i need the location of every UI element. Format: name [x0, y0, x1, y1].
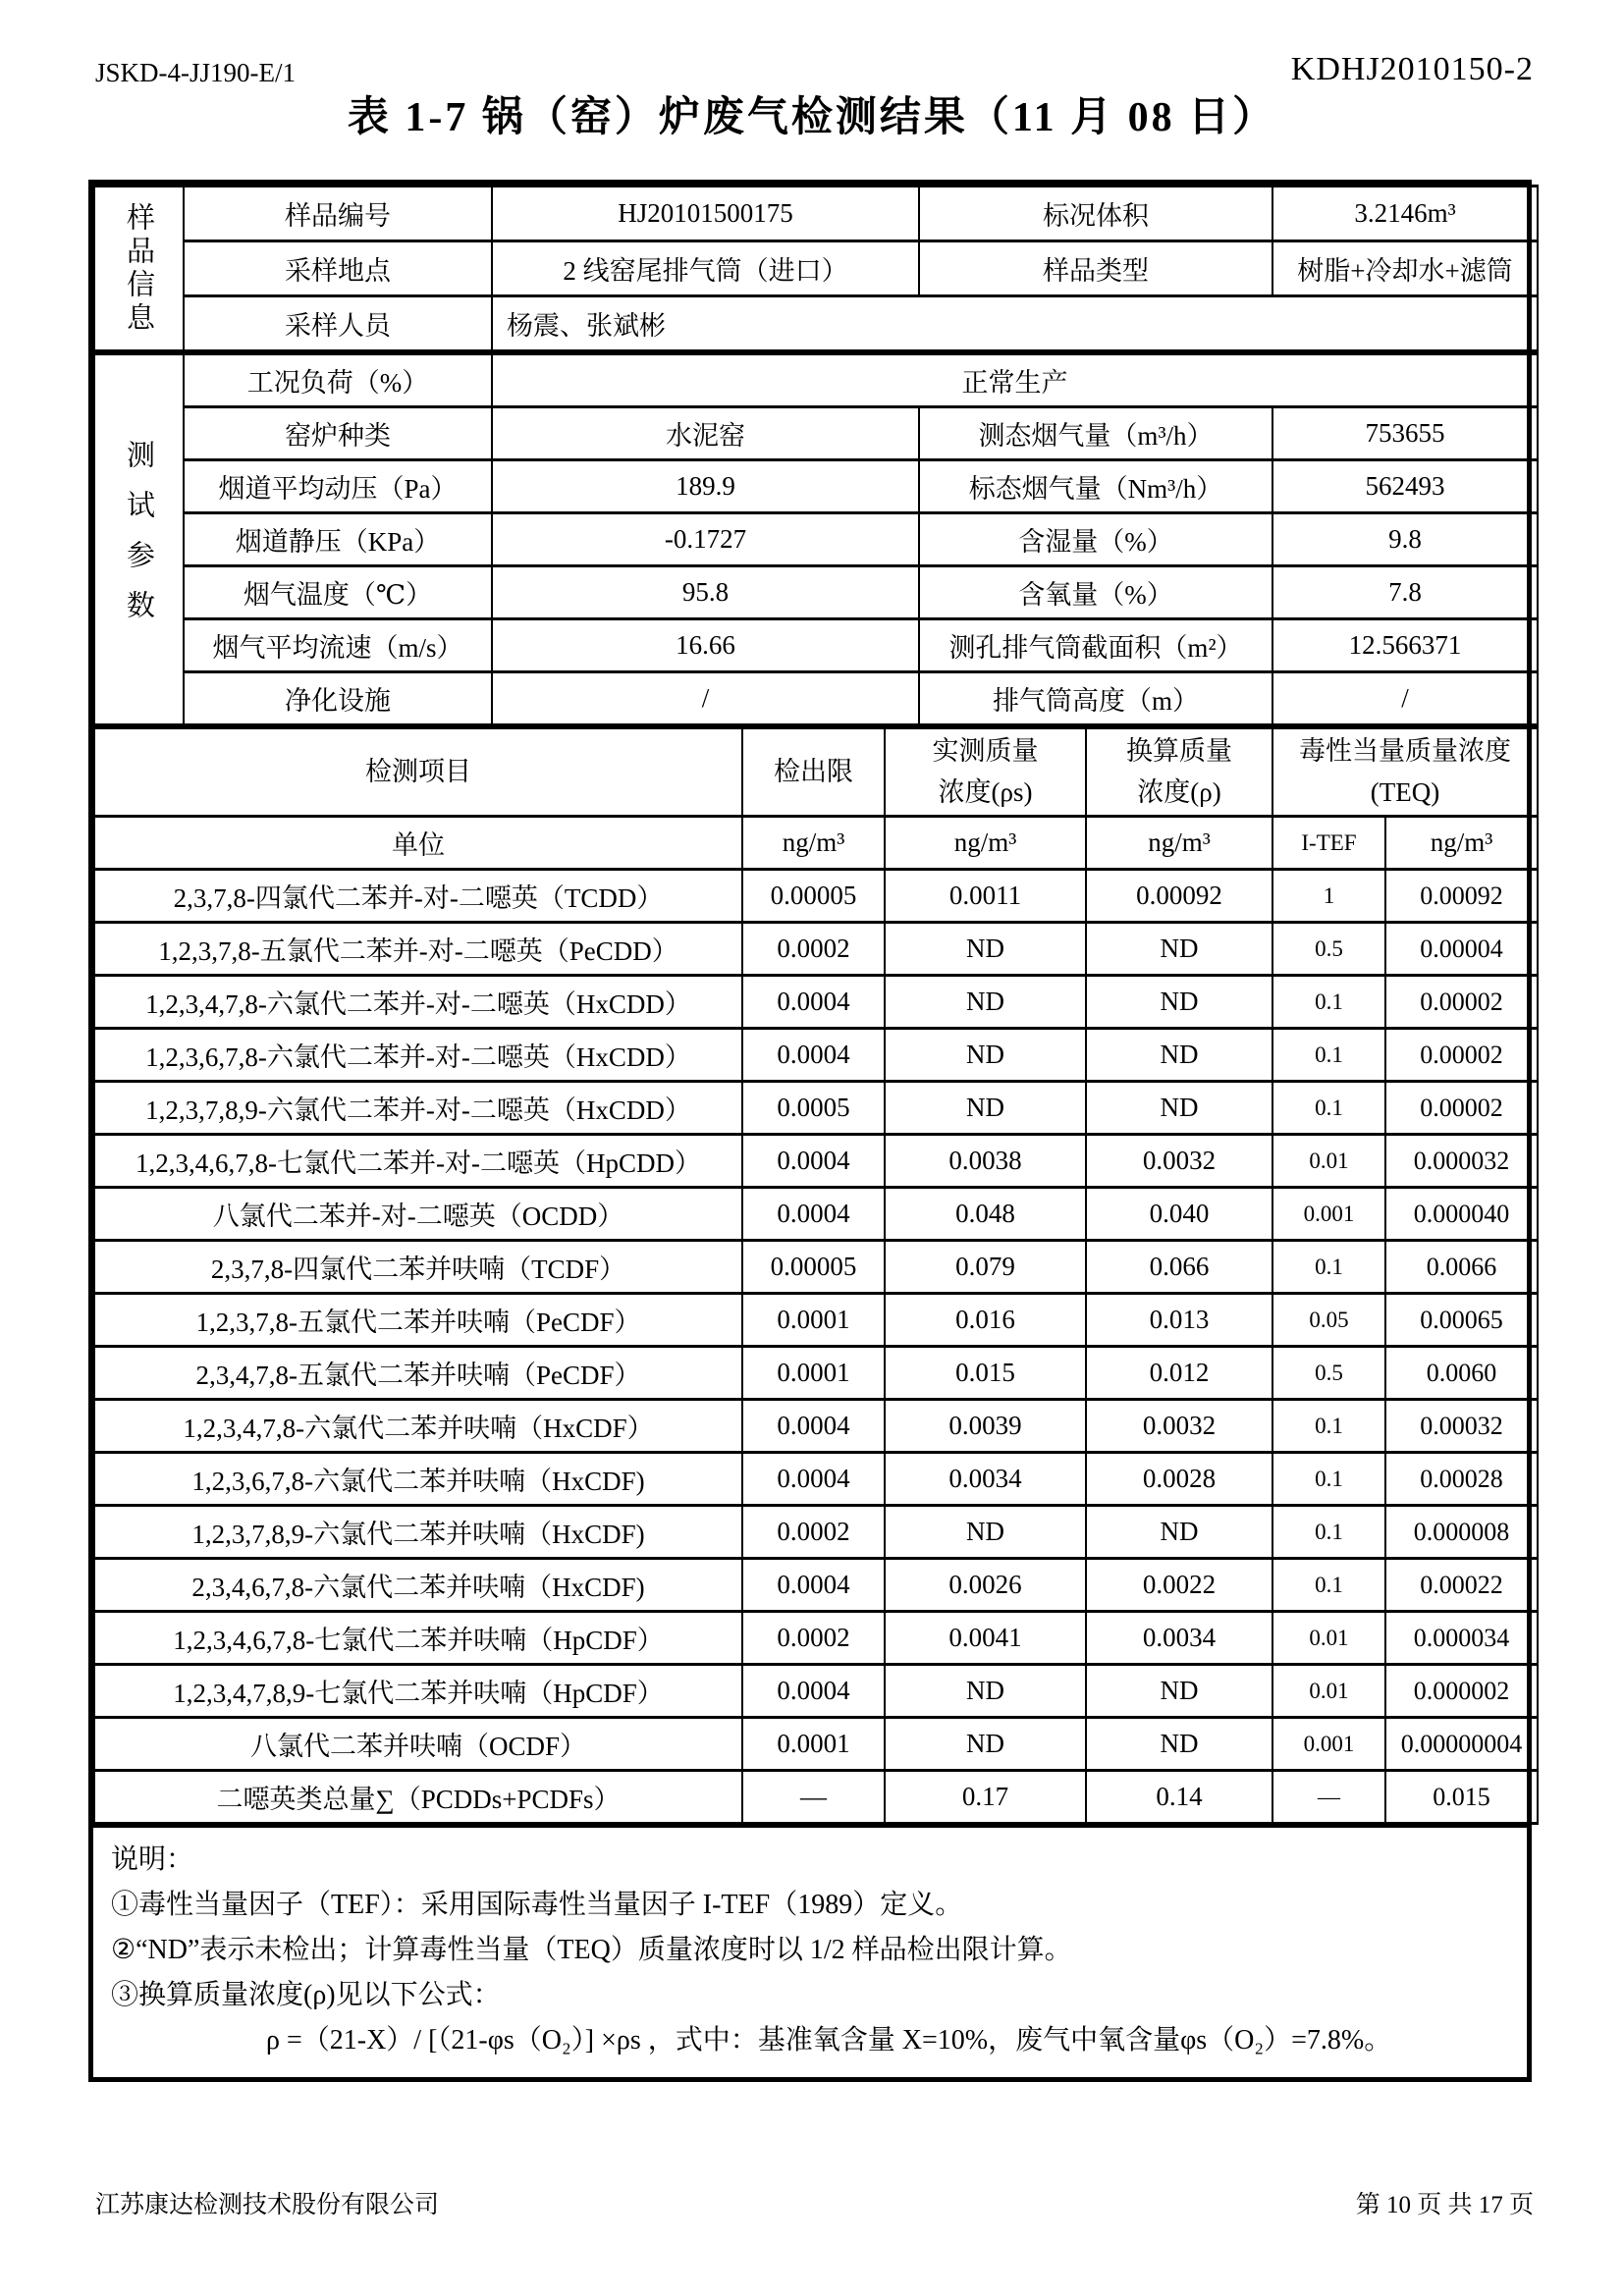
result-cell: ND: [885, 1718, 1086, 1771]
document-footer: [95, 2185, 1534, 2220]
result-cell: 0.01: [1272, 1135, 1385, 1188]
doc-code-left: JSKD-4-JJ190-E/1: [95, 58, 297, 87]
notes-title: 说明：: [111, 1844, 194, 1875]
result-cell: 0.00005: [742, 1241, 885, 1294]
result-cell: ND: [885, 976, 1086, 1029]
converted-line2: 浓度(ρ): [1137, 776, 1221, 807]
col-header-item: 检测项目: [94, 728, 742, 817]
result-cell: 0.00002: [1385, 1082, 1538, 1135]
param-cell: /: [1272, 672, 1538, 725]
param-cell: 净化设施: [184, 672, 492, 725]
company-name: 江苏康达检测技术股份有限公司: [95, 2192, 440, 2218]
result-cell: 0.0022: [1086, 1559, 1272, 1612]
result-row: [94, 1771, 1538, 1824]
result-cell: 0.0002: [742, 1612, 885, 1665]
result-row: [94, 1718, 1538, 1771]
result-cell: 0.0004: [742, 1400, 885, 1453]
result-cell: 0.0028: [1086, 1453, 1272, 1506]
sample-info-table: [93, 185, 1539, 352]
result-cell: 0.0004: [742, 976, 885, 1029]
result-cell: 0.000032: [1385, 1135, 1538, 1188]
result-cell: 0.001: [1272, 1718, 1385, 1771]
location-label: 采样地点: [184, 241, 492, 296]
result-cell: 0.14: [1086, 1771, 1272, 1824]
result-row: [94, 1029, 1538, 1082]
sample-no-label: 样品编号: [184, 187, 492, 241]
result-cell: 0.0004: [742, 1453, 885, 1506]
result-cell: 0.0004: [742, 1665, 885, 1718]
result-cell: 0.00065: [1385, 1294, 1538, 1347]
param-cell: 窑炉种类: [184, 407, 492, 460]
result-cell: 0.00002: [1385, 976, 1538, 1029]
result-cell: 0.013: [1086, 1294, 1272, 1347]
conversion-formula: ρ =（21-X）/ [（21-φs（O₂）] ×ρs ，式中：基准氧含量 X=10%，废气中氧含量φs（O₂）=7.8%。: [266, 2025, 1392, 2056]
sample-type-label: 样品类型: [919, 241, 1272, 296]
param-cell: 含氧量（%）: [919, 566, 1272, 619]
param-cell: 16.66: [492, 619, 919, 672]
result-cell: 0.0001: [742, 1718, 885, 1771]
converted-line1: 换算质量: [1126, 735, 1232, 766]
result-cell: ND: [1086, 1082, 1272, 1135]
result-cell: 0.0002: [742, 1506, 885, 1559]
results-table: [93, 726, 1539, 1825]
result-cell: 0.040: [1086, 1188, 1272, 1241]
result-cell: 0.000002: [1385, 1665, 1538, 1718]
unit-teq: ng/m³: [1385, 817, 1538, 870]
result-cell: 0.0004: [742, 1029, 885, 1082]
result-cell: 0.066: [1086, 1241, 1272, 1294]
param-cell: 95.8: [492, 566, 919, 619]
result-cell: 0.0041: [885, 1612, 1086, 1665]
result-cell: 0.0001: [742, 1294, 885, 1347]
result-cell: 0.00028: [1385, 1453, 1538, 1506]
result-cell: 1,2,3,4,7,8,9-七氯代二苯并呋喃（HpCDF）: [94, 1665, 742, 1718]
document-header: [95, 51, 1534, 88]
param-cell: 标态烟气量（Nm³/h）: [919, 460, 1272, 513]
result-cell: 0.1: [1272, 1400, 1385, 1453]
result-cell: —: [742, 1771, 885, 1824]
section-label-sample-info: 样品信息: [94, 187, 184, 351]
note-item-3: ③换算质量浓度(ρ)见以下公式：: [111, 1980, 501, 2010]
unit-itef: I-TEF: [1272, 817, 1385, 870]
param-cell: 烟道平均动压（Pa）: [184, 460, 492, 513]
section-label-test-params: 测试参数: [94, 354, 184, 725]
result-cell: 1,2,3,6,7,8-六氯代二苯并呋喃（HxCDF): [94, 1453, 742, 1506]
page-number: 第 10 页 共 17 页: [1355, 2192, 1534, 2218]
results-header-row: [94, 728, 1538, 817]
table-row: [94, 354, 1538, 407]
result-row: [94, 1347, 1538, 1400]
result-cell: 0.012: [1086, 1347, 1272, 1400]
table-row: [94, 187, 1538, 241]
result-row: [94, 1612, 1538, 1665]
result-cell: 0.000008: [1385, 1506, 1538, 1559]
param-cell: 烟气平均流速（m/s）: [184, 619, 492, 672]
result-cell: 0.01: [1272, 1612, 1385, 1665]
param-cell: 烟道静压（KPa）: [184, 513, 492, 566]
result-cell: ND: [885, 1082, 1086, 1135]
result-cell: 0.016: [885, 1294, 1086, 1347]
result-cell: 1,2,3,4,7,8-六氯代二苯并呋喃（HxCDF）: [94, 1400, 742, 1453]
param-cell: 测态烟气量（m³/h）: [919, 407, 1272, 460]
param-row: [94, 566, 1538, 619]
sample-no-value: HJ20101500175: [492, 187, 919, 241]
param-cell: 189.9: [492, 460, 919, 513]
result-cell: 0.0032: [1086, 1135, 1272, 1188]
result-cell: 0.1: [1272, 1241, 1385, 1294]
result-cell: 0.0005: [742, 1082, 885, 1135]
report-table: [88, 180, 1532, 2082]
result-cell: ND: [885, 1506, 1086, 1559]
col-header-measured: [885, 728, 1086, 817]
load-label: 工况负荷（%）: [184, 354, 492, 407]
result-cell: 0.1: [1272, 1029, 1385, 1082]
param-cell: 烟气温度（℃）: [184, 566, 492, 619]
result-row: [94, 923, 1538, 976]
result-cell: 1,2,3,7,8-五氯代二苯并-对-二噁英（PeCDD）: [94, 923, 742, 976]
col-header-detection-limit: 检出限: [742, 728, 885, 817]
result-cell: 0.1: [1272, 1082, 1385, 1135]
table-row: [94, 296, 1538, 351]
result-row: [94, 1453, 1538, 1506]
result-cell: 0.00032: [1385, 1400, 1538, 1453]
result-cell: ND: [1086, 1506, 1272, 1559]
result-cell: 0.01: [1272, 1665, 1385, 1718]
result-cell: 0.0002: [742, 923, 885, 976]
result-cell: ND: [1086, 976, 1272, 1029]
params-body: [94, 354, 1538, 725]
result-cell: 1,2,3,7,8,9-六氯代二苯并-对-二噁英（HxCDD）: [94, 1082, 742, 1135]
load-value: 正常生产: [492, 354, 1538, 407]
std-volume-label: 标况体积: [919, 187, 1272, 241]
result-cell: 1,2,3,7,8-五氯代二苯并呋喃（PeCDF）: [94, 1294, 742, 1347]
result-cell: 0.0032: [1086, 1400, 1272, 1453]
result-cell: 1: [1272, 870, 1385, 923]
result-cell: 0.05: [1272, 1294, 1385, 1347]
result-cell: ND: [1086, 1029, 1272, 1082]
result-cell: 0.00092: [1086, 870, 1272, 923]
notes-section: [93, 1825, 1527, 2077]
std-volume-value: 3.2146m³: [1272, 187, 1538, 241]
doc-code-right: KDHJ2010150-2: [1290, 51, 1534, 87]
result-cell: ND: [1086, 923, 1272, 976]
result-cell: 0.0038: [885, 1135, 1086, 1188]
param-row: [94, 672, 1538, 725]
result-cell: 0.5: [1272, 923, 1385, 976]
teq-line2: (TEQ): [1370, 776, 1440, 807]
result-cell: ND: [1086, 1718, 1272, 1771]
result-cell: 2,3,4,6,7,8-六氯代二苯并呋喃（HxCDF): [94, 1559, 742, 1612]
result-cell: 0.0039: [885, 1400, 1086, 1453]
measured-line2: 浓度(ρs): [938, 776, 1033, 807]
result-cell: 2,3,7,8-四氯代二苯并-对-二噁英（TCDD）: [94, 870, 742, 923]
result-cell: 1,2,3,6,7,8-六氯代二苯并-对-二噁英（HxCDD）: [94, 1029, 742, 1082]
result-cell: 0.1: [1272, 976, 1385, 1029]
result-cell: 0.5: [1272, 1347, 1385, 1400]
param-cell: /: [492, 672, 919, 725]
note-item-1: ①毒性当量因子（TEF）：采用国际毒性当量因子 I-TEF（1989）定义。: [111, 1890, 963, 1920]
result-row: [94, 1241, 1538, 1294]
result-cell: 0.0060: [1385, 1347, 1538, 1400]
param-cell: -0.1727: [492, 513, 919, 566]
result-row: [94, 1559, 1538, 1612]
result-row: [94, 1294, 1538, 1347]
result-cell: 0.00000004: [1385, 1718, 1538, 1771]
result-cell: 0.001: [1272, 1188, 1385, 1241]
param-cell: 562493: [1272, 460, 1538, 513]
location-value: 2 线窑尾排气筒（进口）: [492, 241, 919, 296]
results-unit-row: [94, 817, 1538, 870]
table-row: [94, 241, 1538, 296]
result-cell: 0.015: [1385, 1771, 1538, 1824]
result-cell: 八氯代二苯并呋喃（OCDF）: [94, 1718, 742, 1771]
note-item-2: ②“ND”表示未检出；计算毒性当量（TEQ）质量浓度时以 1/2 样品检出限计算。: [111, 1935, 1072, 1965]
result-row: [94, 1188, 1538, 1241]
result-cell: ND: [1086, 1665, 1272, 1718]
result-cell: 0.079: [885, 1241, 1086, 1294]
result-cell: 0.17: [885, 1771, 1086, 1824]
result-cell: 0.00005: [742, 870, 885, 923]
result-cell: 0.0004: [742, 1135, 885, 1188]
result-cell: 0.0004: [742, 1559, 885, 1612]
result-cell: 1,2,3,4,7,8-六氯代二苯并-对-二噁英（HxCDD）: [94, 976, 742, 1029]
param-cell: 753655: [1272, 407, 1538, 460]
unit-limit: ng/m³: [742, 817, 885, 870]
col-header-teq: [1272, 728, 1538, 817]
param-cell: 排气筒高度（m）: [919, 672, 1272, 725]
result-cell: 2,3,4,7,8-五氯代二苯并呋喃（PeCDF）: [94, 1347, 742, 1400]
result-cell: ND: [885, 1029, 1086, 1082]
result-cell: 0.00004: [1385, 923, 1538, 976]
personnel-value: 杨震、张斌彬: [492, 296, 1538, 351]
param-cell: 含湿量（%）: [919, 513, 1272, 566]
param-cell: 12.566371: [1272, 619, 1538, 672]
teq-line1: 毒性当量质量浓度: [1299, 735, 1511, 766]
unit-measured: ng/m³: [885, 817, 1086, 870]
result-cell: 0.1: [1272, 1559, 1385, 1612]
param-cell: 水泥窑: [492, 407, 919, 460]
result-cell: 0.000040: [1385, 1188, 1538, 1241]
page-title: 表 1-7 锅（窑）炉废气检测结果（11 月 08 日）: [347, 95, 1277, 140]
param-cell: 测孔排气筒截面积（m²）: [919, 619, 1272, 672]
result-cell: 0.00092: [1385, 870, 1538, 923]
sample-type-value: 树脂+冷却水+滤筒: [1272, 241, 1538, 296]
result-cell: 0.0026: [885, 1559, 1086, 1612]
personnel-label: 采样人员: [184, 296, 492, 351]
result-cell: 0.0066: [1385, 1241, 1538, 1294]
result-cell: 0.0011: [885, 870, 1086, 923]
result-cell: 0.1: [1272, 1506, 1385, 1559]
result-cell: 0.0034: [1086, 1612, 1272, 1665]
result-cell: 0.0004: [742, 1188, 885, 1241]
result-cell: 0.015: [885, 1347, 1086, 1400]
result-cell: 0.048: [885, 1188, 1086, 1241]
results-body: [94, 870, 1538, 1824]
result-row: [94, 1665, 1538, 1718]
test-params-table: [93, 352, 1539, 726]
result-cell: 0.0034: [885, 1453, 1086, 1506]
param-row: [94, 407, 1538, 460]
col-header-converted: [1086, 728, 1272, 817]
result-cell: 1,2,3,4,6,7,8-七氯代二苯并-对-二噁英（HpCDD）: [94, 1135, 742, 1188]
result-cell: 1,2,3,7,8,9-六氯代二苯并呋喃（HxCDF): [94, 1506, 742, 1559]
param-cell: 9.8: [1272, 513, 1538, 566]
result-row: [94, 870, 1538, 923]
result-cell: 0.00022: [1385, 1559, 1538, 1612]
result-cell: 1,2,3,4,6,7,8-七氯代二苯并呋喃（HpCDF）: [94, 1612, 742, 1665]
result-row: [94, 1400, 1538, 1453]
result-cell: 八氯代二苯并-对-二噁英（OCDD）: [94, 1188, 742, 1241]
result-row: [94, 1506, 1538, 1559]
result-cell: 0.0001: [742, 1347, 885, 1400]
param-row: [94, 619, 1538, 672]
unit-converted: ng/m³: [1086, 817, 1272, 870]
result-cell: 二噁英类总量∑（PCDDs+PCDFs）: [94, 1771, 742, 1824]
param-cell: 7.8: [1272, 566, 1538, 619]
result-cell: —: [1272, 1771, 1385, 1824]
result-row: [94, 1135, 1538, 1188]
unit-label: 单位: [94, 817, 742, 870]
result-cell: 0.1: [1272, 1453, 1385, 1506]
result-cell: ND: [885, 1665, 1086, 1718]
result-row: [94, 1082, 1538, 1135]
result-cell: 0.00002: [1385, 1029, 1538, 1082]
param-row: [94, 460, 1538, 513]
result-cell: 2,3,7,8-四氯代二苯并呋喃（TCDF）: [94, 1241, 742, 1294]
result-cell: ND: [885, 923, 1086, 976]
result-cell: 0.000034: [1385, 1612, 1538, 1665]
result-row: [94, 976, 1538, 1029]
param-row: [94, 513, 1538, 566]
measured-line1: 实测质量: [932, 735, 1039, 766]
